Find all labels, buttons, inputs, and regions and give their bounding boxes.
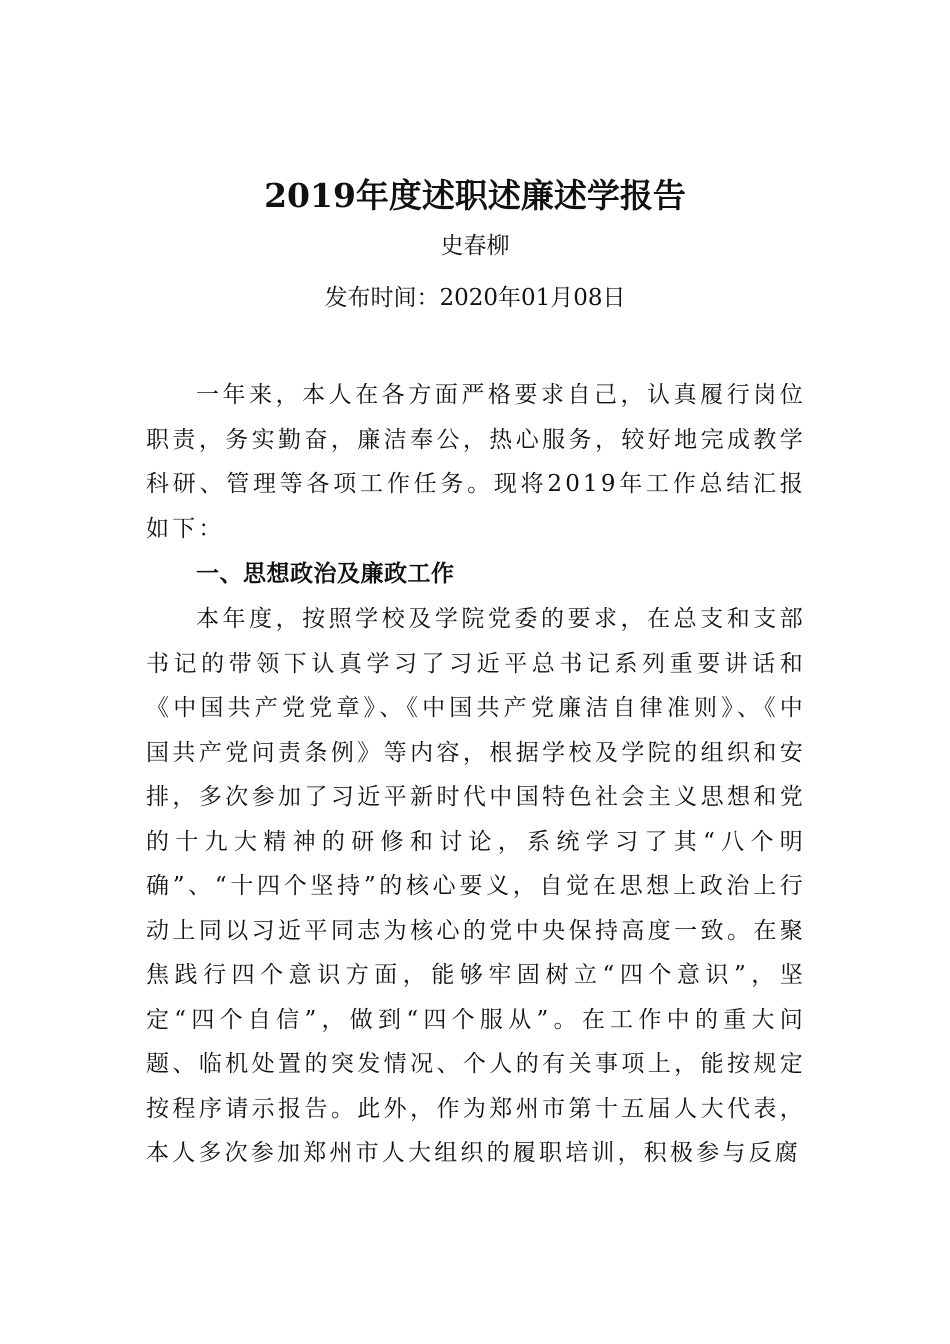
document-author: 史春柳 bbox=[440, 233, 510, 259]
intro-paragraph: 一年来，本人在各方面严格要求自己，认真履行岗位职责，务实勤奋，廉洁奉公，热心服务，较好地完成教学科研、管理等各项工作任务。现将2019年工作总结汇报如下： bbox=[146, 382, 806, 542]
publish-date: 发布时间：2020年01月08日 bbox=[324, 285, 626, 311]
document-title: 2019年度述职述廉述学报告 bbox=[264, 176, 686, 215]
section-heading-1: 一、思想政治及廉政工作 bbox=[196, 561, 455, 587]
section-paragraph-1: 本年度，按照学校及学院党委的要求，在总支和支部书记的带领下认真学习了习近平总书记系列重要讲话和《中国共产党党章》、《中国共产党廉洁自律准则》、《中国共产党问责条例》等内容，根据学校及学院的组织和安排，多次参加了习近平新时代中国特色社会主义思想和党的十九大精神的研修和讨论，系统学习了其“八个明确”、“十四个坚持”的核心要义，自觉在思想上政治上行动上同以习近平同志为核心的党中央保持高度一致。在聚焦践行四个意识方面，能够牢固树立“四个意识”，坚定“四个自信”，做到“四个服从”。在工作中的重大问题、临机处置的突发情况、个人的有关事项上，能按规定按程序请示报告。此外，作为郑州市第十五届人大代表，本人多次参加郑州市人大组织的履职培训，积极参与反腐 bbox=[146, 606, 806, 1166]
document-body bbox=[146, 373, 806, 1176]
